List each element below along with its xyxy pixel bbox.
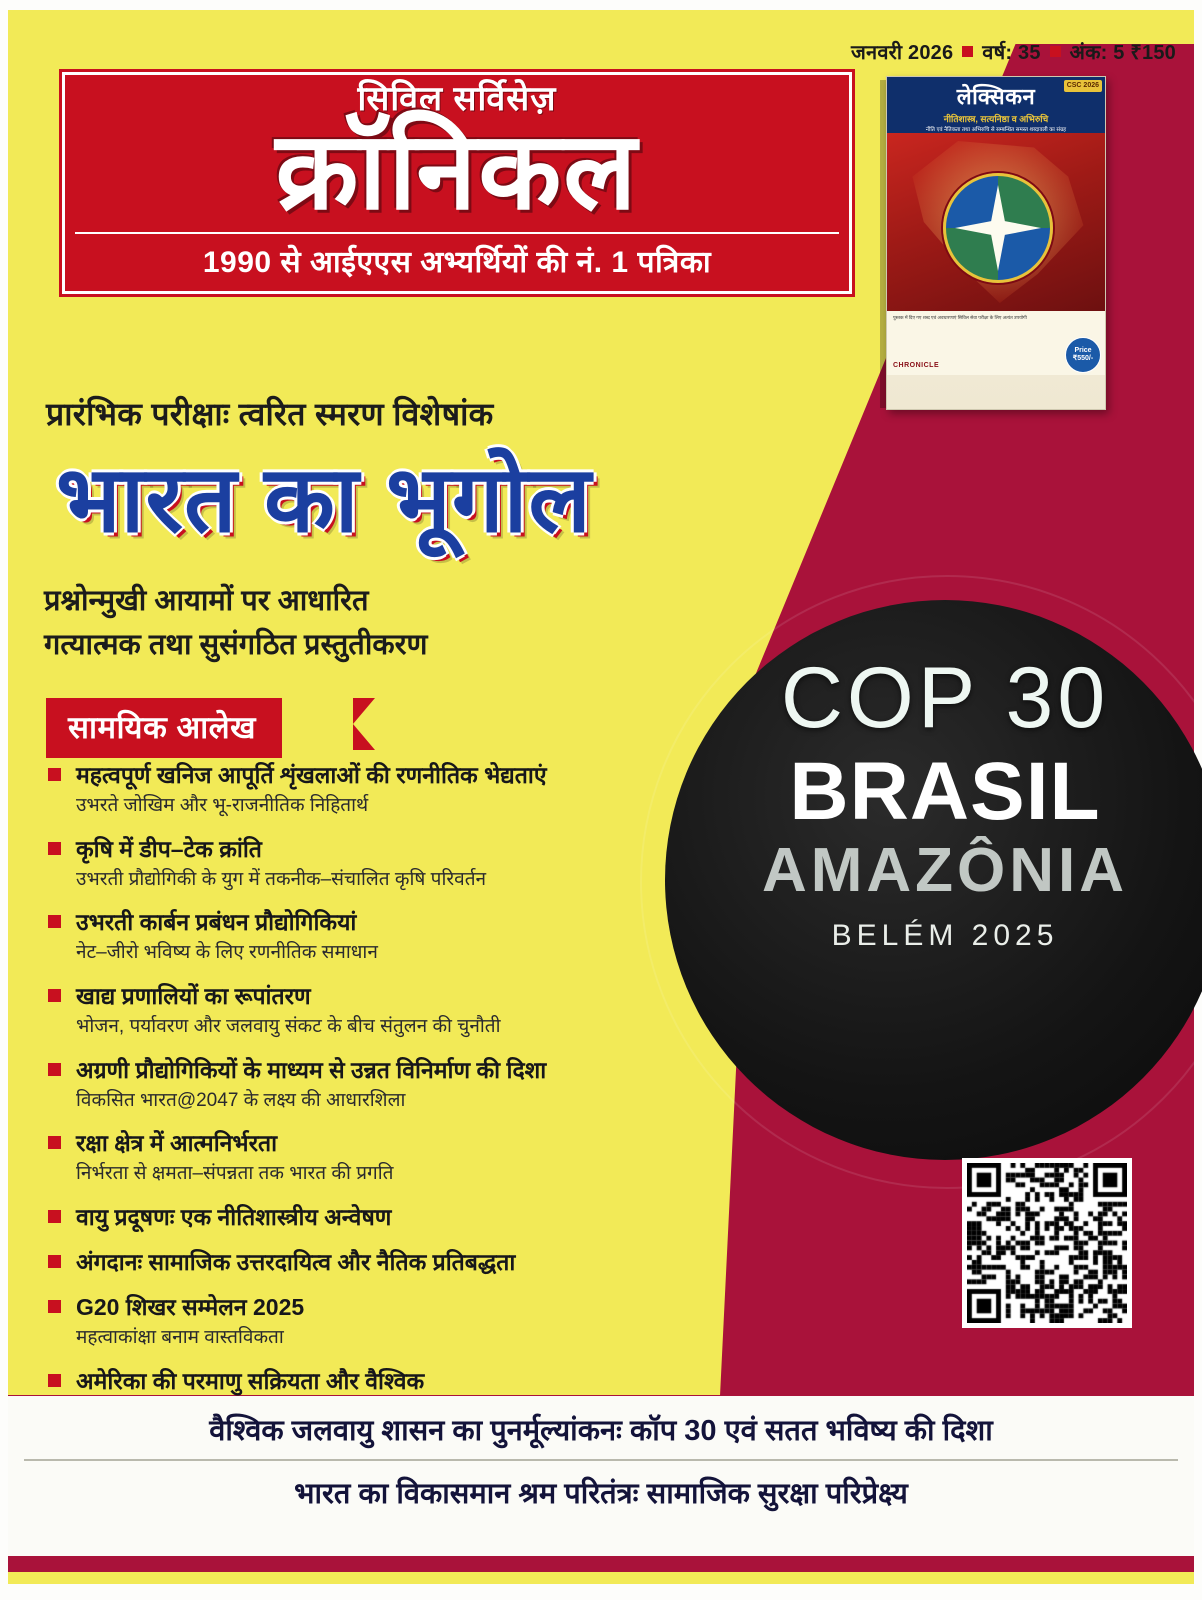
article-subtitle: विकसित भारत@2047 के लक्ष्य की आधारशिला xyxy=(76,1089,406,1111)
book-footer xyxy=(887,311,1105,375)
book-cover-image xyxy=(886,76,1106,410)
book-subtitle: नीतिशास्त्र, सत्यनिष्ठा व अभिरुचि xyxy=(943,114,1049,124)
masthead xyxy=(62,72,852,294)
bullet-square-icon xyxy=(48,1136,61,1149)
book-badge: CSC 2026 xyxy=(1064,80,1102,92)
list-item xyxy=(46,1247,686,1278)
cover-subline-2: गत्यात्मक तथा सुसंगठित प्रस्तुतीकरण xyxy=(44,628,428,661)
list-item xyxy=(46,1202,686,1233)
book-footer-text: पुस्तक में दिए गए शब्द एवं अवधारणाएं सिविल सेवा परीक्षा के लिए अत्यंत उपयोगी xyxy=(893,315,1027,320)
bullet-square-icon xyxy=(48,768,61,781)
bottom-yellow-strip xyxy=(8,1572,1194,1584)
list-item xyxy=(46,907,686,967)
bottom-line-1: वैश्विक जलवायु शासन का पुनर्मूल्यांकनः कॉप 30 एवं सतत भविष्य की दिशा xyxy=(209,1415,993,1447)
book-artwork xyxy=(887,133,1105,311)
article-title: G20 शिखर सम्मेलन 2025 xyxy=(76,1293,305,1320)
qr-code[interactable] xyxy=(962,1158,1132,1328)
list-item xyxy=(46,1128,686,1188)
book-title: लेक्सिकन xyxy=(956,84,1036,109)
article-title: अंगदानः सामाजिक उत्तरदायित्व और नैतिक प्रतिबद्धता xyxy=(76,1248,516,1275)
cop30-text-block xyxy=(665,650,1202,953)
list-item xyxy=(46,834,686,894)
issue-date: जनवरी 2026 xyxy=(851,42,954,64)
cop30-line-1: COP 30 xyxy=(780,650,1110,746)
compass-icon xyxy=(943,173,1053,283)
article-title: रक्षा क्षेत्र में आत्मनिर्भरता xyxy=(76,1130,278,1157)
compass-star-icon xyxy=(955,185,1041,271)
cover-headline: भारत का भूगोल xyxy=(56,449,592,551)
article-list xyxy=(46,760,686,1439)
volume-label: वर्ष: 35 xyxy=(982,42,1041,64)
book-description: नीति एवं नैतिकता तथा अभिरुचि से सम्बन्धित समस्त शब्दावली का संग्रह xyxy=(925,127,1067,133)
list-item xyxy=(46,1292,686,1352)
bullet-square-icon xyxy=(48,1255,61,1268)
issue-meta-bar xyxy=(851,38,1176,65)
list-item xyxy=(46,1055,686,1115)
square-separator-icon xyxy=(1050,46,1061,57)
masthead-tagline-wrap xyxy=(75,232,839,281)
bullet-square-icon xyxy=(48,1374,61,1387)
article-subtitle: उभरती प्रौद्योगिकी के युग में तकनीक–संचालित कृषि परिवर्तन xyxy=(76,868,487,890)
bullet-square-icon xyxy=(48,1210,61,1223)
list-item xyxy=(46,760,686,820)
cop30-line-2: BRASIL xyxy=(789,746,1101,837)
article-title: महत्वपूर्ण खनिज आपूर्ति शृंखलाओं की रणनीतिक भेद्यताएं xyxy=(76,762,547,788)
masthead-box xyxy=(62,72,852,294)
article-subtitle: नेट–जीरो भविष्य के लिए रणनीतिक समाधान xyxy=(76,942,378,964)
section-badge-notch-icon xyxy=(353,698,375,750)
special-issue-line: प्रारंभिक परीक्षाः त्वरित स्मरण विशेषांक xyxy=(46,396,494,432)
article-subtitle: उभरते जोखिम और भू-राजनीतिक निहितार्थ xyxy=(76,795,369,817)
square-separator-icon xyxy=(962,46,973,57)
magazine-title: क्रॉनिकल xyxy=(275,110,639,232)
bottom-banner xyxy=(8,1404,1194,1518)
article-title: वायु प्रदूषणः एक नीतिशास्त्रीय अन्वेषण xyxy=(76,1203,392,1230)
bullet-square-icon xyxy=(48,915,61,928)
price-value: ₹550/- xyxy=(1072,355,1094,362)
cop30-line-3: AMAZÔNIA xyxy=(761,836,1129,906)
article-title: उभरती कार्बन प्रबंधन प्रौद्योगिकियां xyxy=(76,909,357,936)
book-publisher-logo: CHRONICLE xyxy=(893,361,940,369)
bottom-red-strip xyxy=(8,1556,1194,1572)
article-subtitle: भोजन, पर्यावरण और जलवायु संकट के बीच संतुलन की चुनौती xyxy=(76,1015,501,1037)
issue-number-price: अंक: 5 ₹150 xyxy=(1069,42,1176,64)
article-title: खाद्य प्रणालियों का रूपांतरण xyxy=(76,982,311,1009)
book-header xyxy=(887,77,1105,133)
masthead-kicker: सिविल सर्विसेज़ xyxy=(357,80,557,118)
book-price-tag xyxy=(1065,337,1101,373)
bullet-square-icon xyxy=(48,1063,61,1076)
cover-subline-1: प्रश्नोन्मुखी आयामों पर आधारित xyxy=(44,585,369,617)
bullet-square-icon xyxy=(48,989,61,1002)
article-title: अमेरिका की परमाणु सक्रियता और वैश्विक xyxy=(76,1367,425,1394)
price-label: Price xyxy=(1074,346,1092,354)
article-title: कृषि में डीप–टेक क्रांति xyxy=(76,835,262,862)
article-subtitle: निर्भरता से क्षमता–संपन्नता तक भारत की प्रगति xyxy=(76,1163,394,1185)
qr-code-canvas[interactable] xyxy=(967,1163,1127,1323)
article-title: अग्रणी प्रौद्योगिकियों के माध्यम से उन्नत विनिर्माण की दिशा xyxy=(76,1056,547,1083)
cover-subline xyxy=(44,580,427,667)
list-item xyxy=(46,981,686,1041)
article-subtitle: महत्वाकांक्षा बनाम वास्तविकता xyxy=(76,1326,284,1348)
bullet-square-icon xyxy=(48,842,61,855)
masthead-tagline: 1990 से आईएएस अभ्यर्थियों की नं. 1 पत्रिका xyxy=(202,245,712,279)
bullet-square-icon xyxy=(48,1300,61,1313)
bottom-line-2: भारत का विकासमान श्रम परितंत्रः सामाजिक सुरक्षा परिप्रेक्ष्य xyxy=(294,1478,908,1510)
section-badge: सामयिक आलेख xyxy=(46,698,282,758)
cop30-line-4: BELÉM 2025 xyxy=(831,919,1059,953)
